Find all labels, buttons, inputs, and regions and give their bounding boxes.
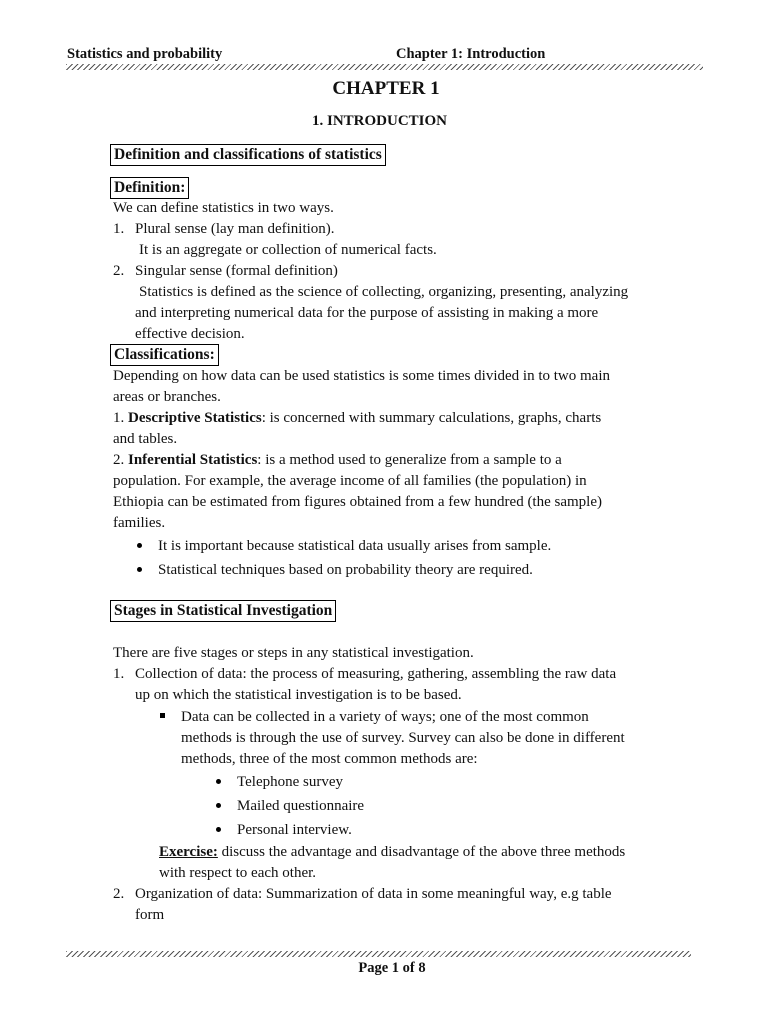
bullet-icon [137,567,142,572]
descriptive-term: Descriptive Statistics [128,410,262,426]
bullet-icon [137,543,142,548]
header-divider [66,64,703,70]
header-right: Chapter 1: Introduction [396,46,546,62]
inferential-text: : is a method used to generalize from a sample to a [257,452,562,468]
bullet-item: It is important because statistical data usually arises from sample. [158,538,552,554]
collection-methods-text: Data can be collected in a variety of ways; one of the most common [181,709,589,725]
singular-sense: Singular sense (formal definition) [135,263,338,279]
exercise [159,842,625,862]
chapter-title: CHAPTER 1 [332,78,440,99]
list-number: 1. [113,666,125,682]
exercise-label: Exercise: [159,844,218,860]
section-heading-stages: Stages in Statistical Investigation [110,600,336,622]
descriptive-text: : is concerned with summary calculations, graphs, charts [261,410,602,426]
plural-sense: Plural sense (lay man definition). [135,221,335,237]
header-left: Statistics and probability [67,46,223,62]
classifications-label: Classifications: [110,344,219,366]
page-number: Page 1 of 8 [358,960,426,976]
list-number: 2. [113,886,125,902]
plural-sense-text: It is an aggregate or collection of numerical facts. [139,242,437,258]
singular-sense-text: effective decision. [135,326,245,342]
method-item: Telephone survey [237,774,343,790]
definition-label: Definition: [110,177,189,199]
inferential-text: families. [113,515,166,531]
list-number: 2. [113,452,125,468]
collection-of-data: Collection of data: the process of measuring, gathering, assembling the raw data [135,666,617,682]
inferential-term: Inferential Statistics [128,452,258,468]
footer-divider [66,951,691,957]
collection-methods-text: methods, three of the most common methods are: [181,751,478,767]
exercise-text: with respect to each other. [159,865,317,881]
list-number: 2. [113,263,125,279]
section-heading-definition: Definition and classifications of statistics [110,144,386,166]
classifications-text: Depending on how data can be used statistics is some times divided in to two main [113,368,610,384]
definition-intro: We can define statistics in two ways. [113,200,334,216]
bullet-icon [216,779,221,784]
bullet-icon [216,827,221,832]
singular-sense-text: and interpreting numerical data for the purpose of assisting in making a more [135,305,599,321]
classifications-text: areas or branches. [113,389,221,405]
descriptive-text: and tables. [113,431,178,447]
descriptive-statistics [113,408,601,428]
inferential-statistics [113,450,562,470]
list-number: 1. [113,410,125,426]
organization-of-data: Organization of data: Summarization of data in some meaningful way, e.g table [135,886,612,902]
bullet-icon [216,803,221,808]
collection-methods-text: methods is through the use of survey. Survey can also be done in different [181,730,625,746]
inferential-text: Ethiopia can be estimated from figures obtained from a few hundred (the sample) [113,494,602,510]
bullet-item: Statistical techniques based on probability theory are required. [158,562,533,578]
method-item: Mailed questionnaire [237,798,365,814]
list-number: 1. [113,221,125,237]
inferential-text: population. For example, the average income of all families (the population) in [113,473,587,489]
exercise-text: discuss the advantage and disadvantage of the above three methods [217,844,626,860]
square-bullet-icon [160,713,165,718]
stages-intro: There are five stages or steps in any statistical investigation. [113,645,474,661]
method-item: Personal interview. [237,822,352,838]
organization-of-data: form [135,907,165,923]
collection-of-data: up on which the statistical investigation is to be based. [135,687,462,703]
chapter-subtitle: 1. INTRODUCTION [312,113,448,129]
singular-sense-text: Statistics is defined as the science of collecting, organizing, presenting, analyzing [139,284,629,300]
